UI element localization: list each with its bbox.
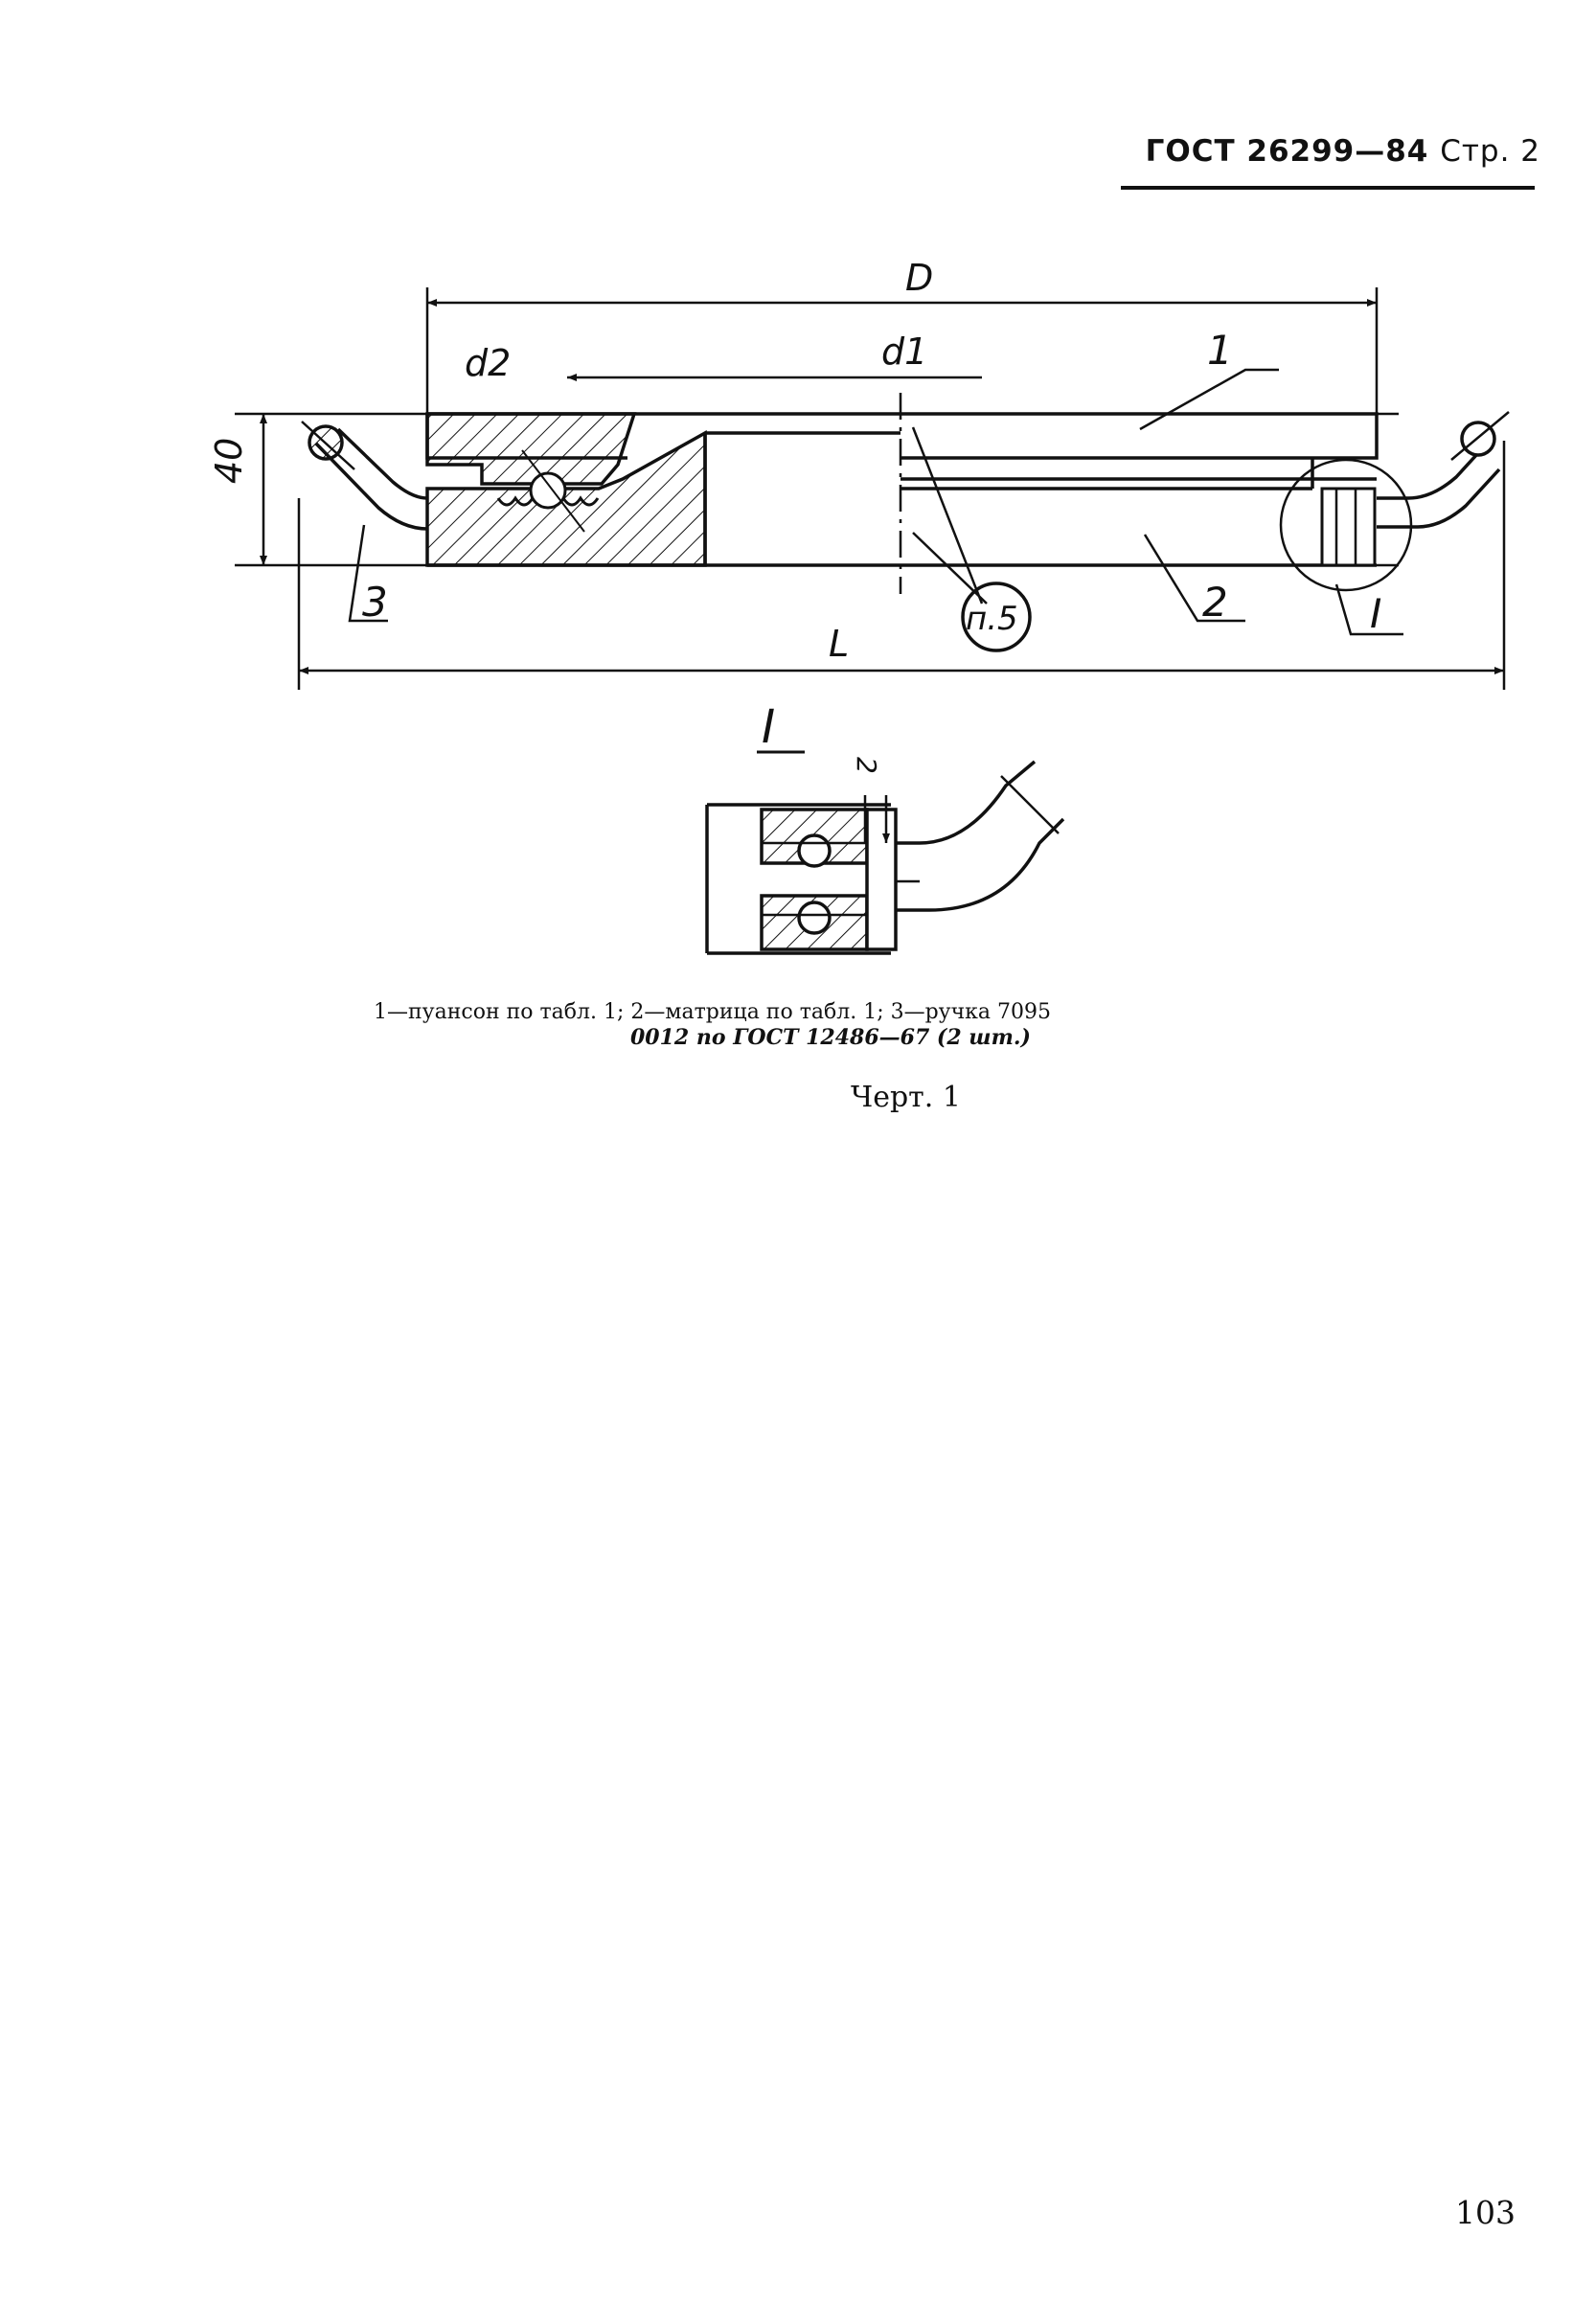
detail-marker-label: I [1370, 590, 1382, 637]
detail-dimension-label: 2 [851, 757, 882, 774]
dimension-L-label: L [829, 623, 850, 665]
dimension-D-label: D [905, 257, 934, 299]
technical-drawing [0, 0, 1596, 996]
callout-2-label: 2 [1202, 579, 1228, 626]
drawing-caption [374, 999, 1332, 1051]
caption-line-2: 0012 по ГОСТ 12486—67 (2 шт.) [630, 1025, 1031, 1050]
caption-line-1: 1—пуансон по табл. 1; 2—матрица по табл. 1; 3—ручка 7095 [374, 1000, 1052, 1024]
note-ref-label: п.5 [966, 600, 1018, 638]
dimension-d1-label: d1 [881, 331, 928, 373]
dimension-d2-label: d2 [465, 342, 512, 384]
callout-1-label: 1 [1207, 327, 1233, 374]
page-number: 103 [1455, 2194, 1516, 2231]
figure-label: Черт. 1 [851, 1081, 961, 1114]
dimension-40-label: 40 [208, 437, 250, 484]
standard-number: ГОСТ 26299—84 [1145, 134, 1429, 169]
detail-title: I [762, 700, 776, 754]
callout-3-label: 3 [362, 579, 388, 626]
header-page: Стр. 2 [1440, 134, 1540, 169]
